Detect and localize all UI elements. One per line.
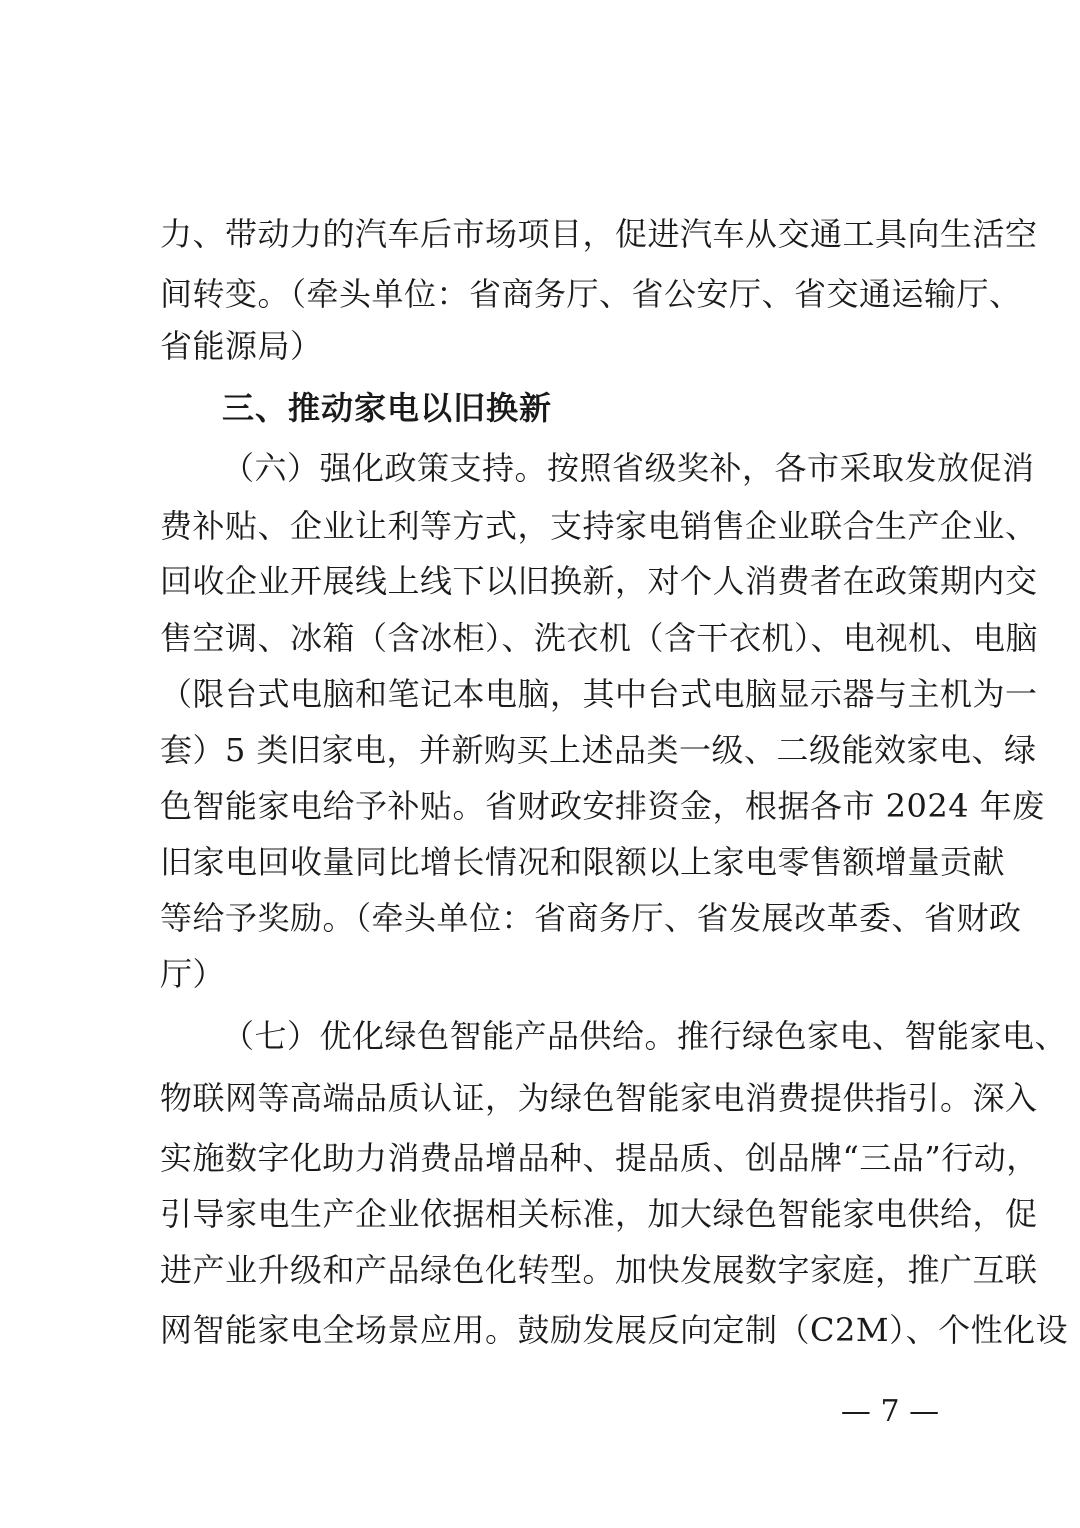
text-line: 色智能家电给予补贴。省财政安排资金，根据各市 2024 年废 bbox=[160, 787, 1045, 825]
text-line: 套）5 类旧家电，并新购买上述品类一级、二级能效家电、绿 bbox=[160, 731, 1037, 769]
text-line: 间转变。（牵头单位：省商务厅、省公安厅、省交通运输厅、 bbox=[160, 275, 1022, 313]
paragraph-first-line: （七）优化绿色智能产品供给。推行绿色家电、智能家电、 bbox=[222, 1017, 1068, 1055]
text-line: 省能源局） bbox=[160, 327, 323, 365]
paragraph-first-line: （六）强化政策支持。按照省级奖补，各市采取发放促消 bbox=[222, 449, 1035, 487]
text-line: 实施数字化助力消费品增品种、提品质、创品牌“三品”行动， bbox=[160, 1139, 1039, 1177]
text-line: 费补贴、企业让利等方式，支持家电销售企业联合生产企业、 bbox=[160, 507, 1038, 545]
text-line: 售空调、冰箱（含冰柜）、洗衣机（含干衣机）、电视机、电脑 bbox=[160, 619, 1039, 657]
text-line: 等给予奖励。（牵头单位：省商务厅、省发展改革委、省财政 bbox=[160, 899, 1022, 937]
text-line: 厅） bbox=[160, 955, 226, 993]
text-line: 回收企业开展线上线下以旧换新，对个人消费者在政策期内交 bbox=[160, 562, 1038, 600]
text-line: 网智能家电全场景应用。鼓励发展反向定制（C2M）、个性化设 bbox=[160, 1311, 1069, 1349]
text-line: 进产业升级和产品绿色化转型。加快发展数字家庭，推广互联 bbox=[160, 1251, 1038, 1289]
text-line: 力、带动力的汽车后市场项目，促进汽车从交通工具向生活空 bbox=[160, 215, 1038, 253]
text-line: 旧家电回收量同比增长情况和限额以上家电零售额增量贡献 bbox=[160, 843, 1006, 881]
text-line: （限台式电脑和笔记本电脑，其中台式电脑显示器与主机为一 bbox=[160, 675, 1038, 713]
page-number: — 7 — bbox=[840, 1394, 940, 1429]
section-heading: 三、推动家电以旧换新 bbox=[222, 389, 553, 427]
text-line: 引导家电生产企业依据相关标准，加大绿色智能家电供给，促 bbox=[160, 1195, 1038, 1233]
text-line: 物联网等高端品质认证，为绿色智能家电消费提供指引。深入 bbox=[160, 1079, 1038, 1117]
